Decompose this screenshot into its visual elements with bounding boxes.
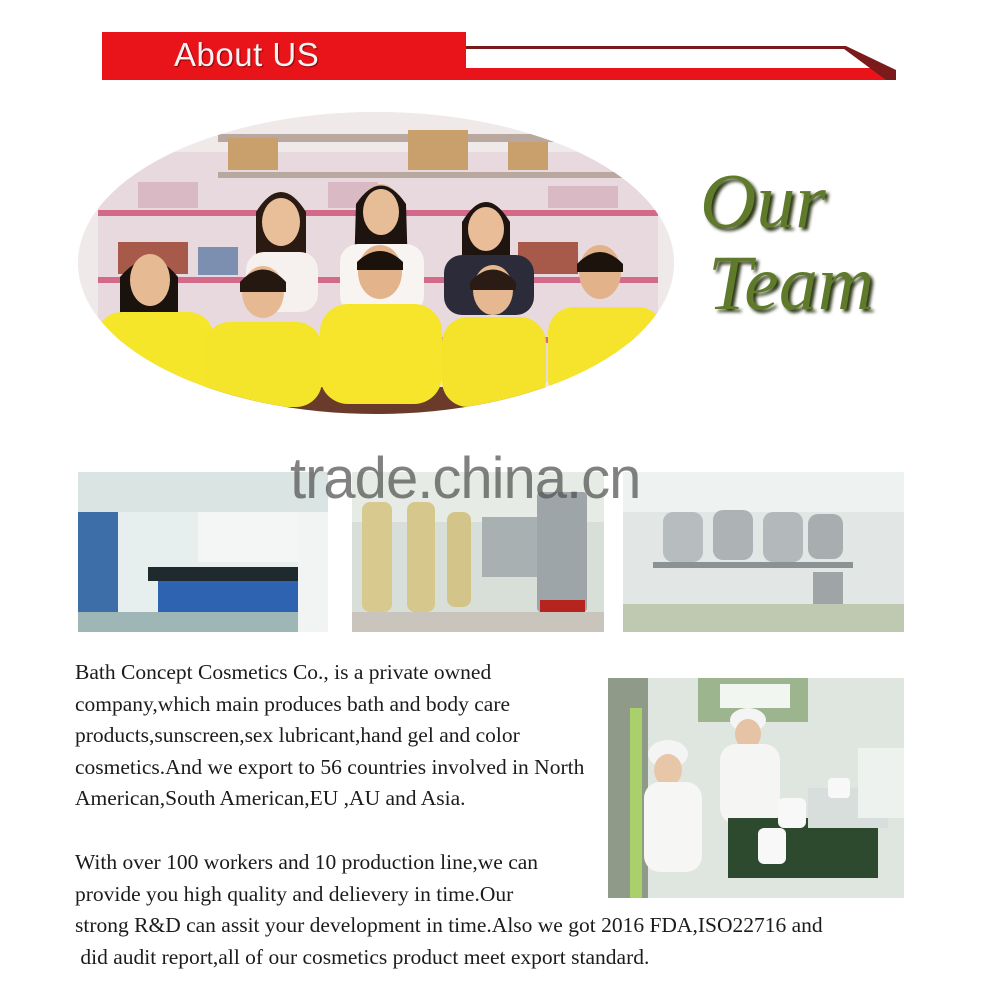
watermark-text: trade.china.cn	[290, 446, 641, 511]
banner-slant	[840, 46, 896, 82]
team-photo	[78, 112, 674, 414]
capability-line-1: With over 100 workers and 10 production line,we can	[75, 850, 539, 874]
our-team-line2: Team	[708, 239, 875, 326]
our-team-heading	[700, 157, 940, 326]
page-title: About US	[174, 36, 320, 73]
mixing-tanks-photo	[623, 472, 904, 632]
capability-line-4: did audit report,all of our cosmetics product meet export standard.	[75, 944, 650, 969]
our-team-line1: Our	[700, 157, 826, 244]
about-us-banner	[102, 32, 892, 82]
capability-paragraph	[75, 847, 935, 973]
company-description-paragraph: Bath Concept Cosmetics Co., is a private owned company,which main produces bath and body care products,sunscreen,sex lubricant,hand gel and color cosmetics.And we export to 56 countries involved in North American,South American,EU ,AU and Asia.	[75, 660, 585, 810]
banner-divider-line	[466, 46, 846, 49]
capability-line-3: strong R&D can assit your development in time.Also we got 2016 FDA,ISO22716 and	[75, 913, 823, 937]
capability-line-2: provide you high quality and delievery in time.Our	[75, 881, 514, 906]
